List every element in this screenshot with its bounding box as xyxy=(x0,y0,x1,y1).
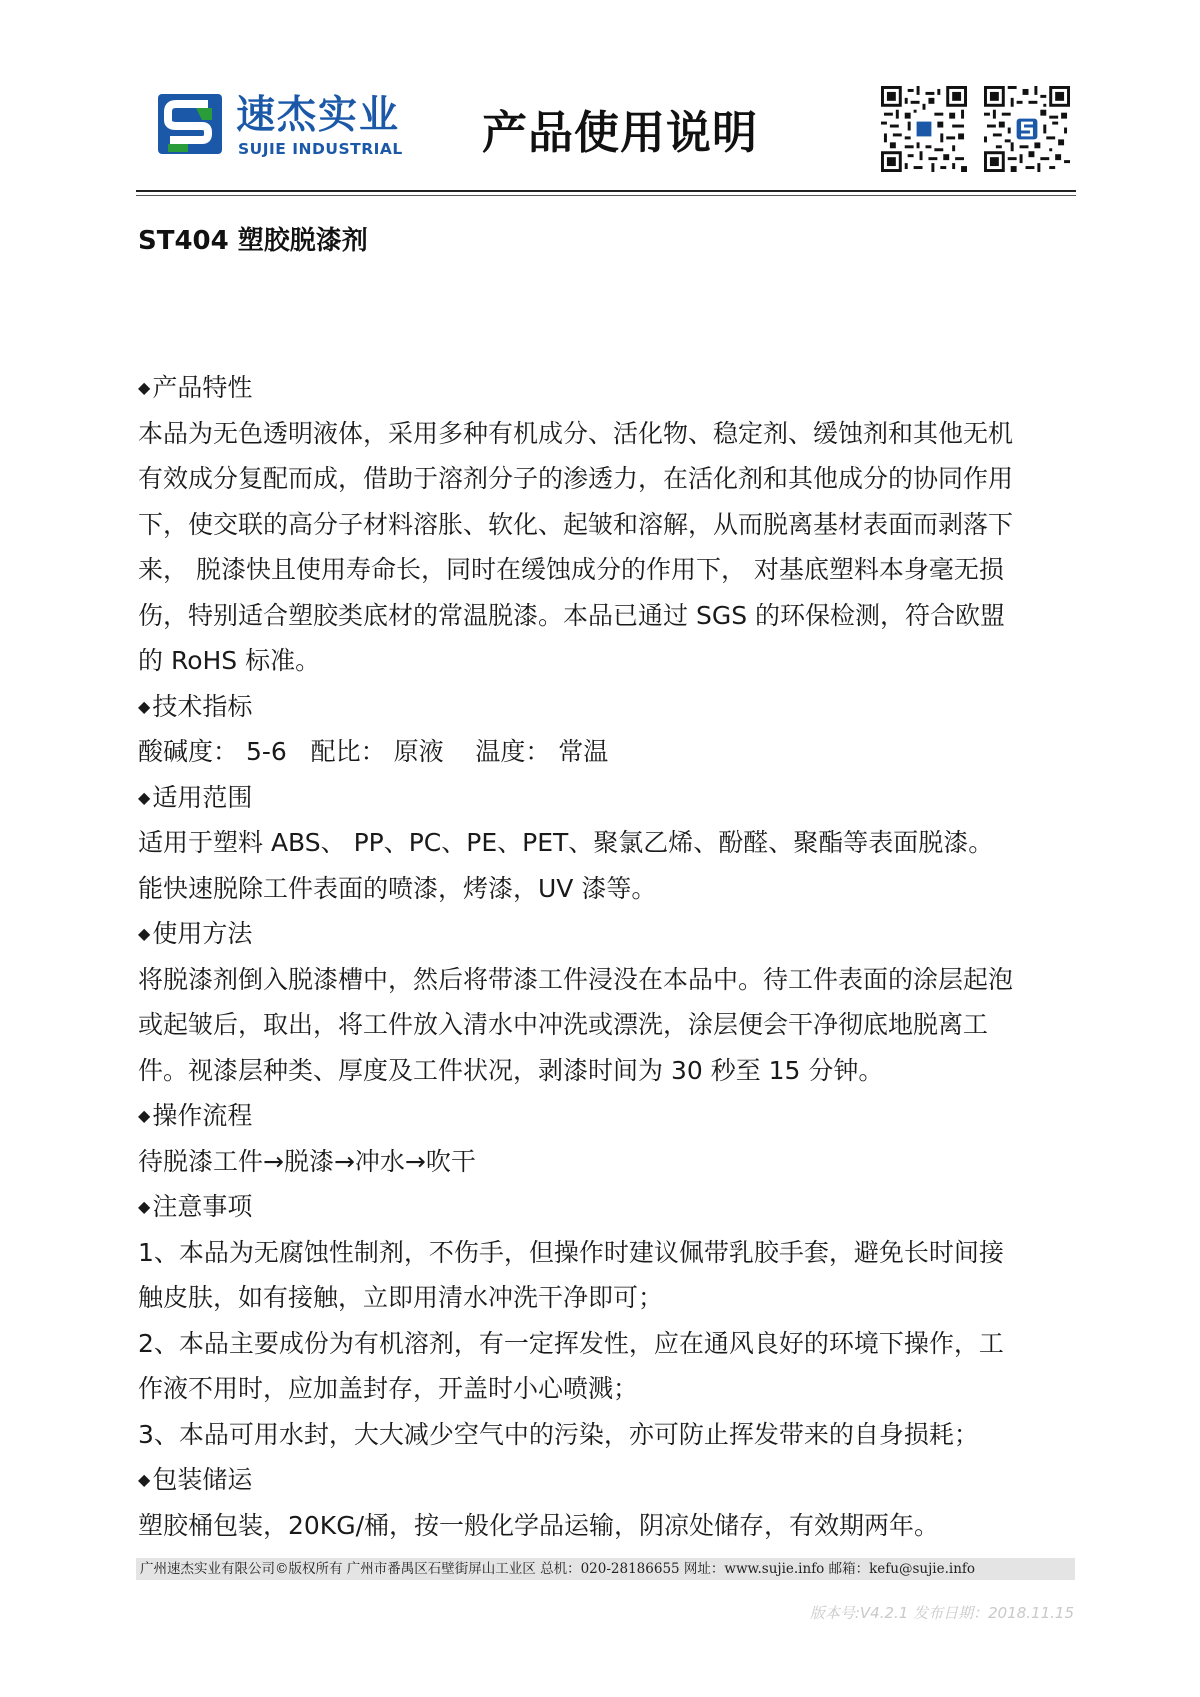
text-line: 有效成分复配而成，借助于溶剂分子的渗透力，在活化剂和其他成分的协同作用 xyxy=(138,464,1014,493)
diamond-bullet-icon: ◆ xyxy=(138,924,151,943)
section-heading-scope: ◆适用范围 xyxy=(138,782,253,812)
diamond-bullet-icon: ◆ xyxy=(138,696,151,716)
section-heading-specs: ◆技术指标 xyxy=(138,691,253,721)
section-heading-notes: ◆注意事项 xyxy=(138,1192,253,1221)
text-line: 的 RoHS 标准。 xyxy=(138,646,321,675)
text-line: 作液不用时，应加盖封存，开盖时小心喷溅； xyxy=(138,1374,639,1403)
section-heading-process: ◆操作流程 xyxy=(138,1101,253,1130)
qr-code-icon xyxy=(881,86,967,172)
footer-company-info: 广州速杰实业有限公司©版权所有 广州市番禺区石壁街屏山工业区 总机：020-28186655 网址：www.sujie.info 邮箱：kefu@sujie.info xyxy=(136,1558,1075,1580)
text-line: 将脱漆剂倒入脱漆槽中，然后将带漆工件浸没在本品中。待工件表面的涂层起泡 xyxy=(138,964,1014,994)
text-line: 待脱漆工件→脱漆→冲水→吹干 xyxy=(138,1146,476,1176)
footer-version: 版本号:V4.2.1 发布日期：2018.11.15 xyxy=(809,1604,1074,1622)
text-line: 触皮肤，如有接触，立即用清水冲洗干净即可； xyxy=(138,1283,664,1312)
text-line: 1、本品为无腐蚀性制剂，不伤手，但操作时建议佩带乳胶手套，避免长时间接 xyxy=(138,1237,1004,1267)
text-line: 3、本品可用水封，大大减少空气中的污染，亦可防止挥发带来的自身损耗； xyxy=(138,1419,979,1449)
diamond-bullet-icon: ◆ xyxy=(138,1106,151,1125)
text-line: 下，使交联的高分子材料溶胀、软化、起皱和溶解，从而脱离基材表面而剥落下 xyxy=(138,509,1014,539)
diamond-bullet-icon: ◆ xyxy=(138,1470,151,1489)
text-line: 能快速脱除工件表面的喷漆，烤漆，UV 漆等。 xyxy=(138,873,657,903)
product-name: ST404 塑胶脱漆剂 xyxy=(138,226,368,256)
header-divider-thick xyxy=(136,190,1076,192)
diamond-bullet-icon: ◆ xyxy=(138,1197,151,1216)
text-line: 件。视漆层种类、厚度及工件状况，剥漆时间为 30 秒至 15 分钟。 xyxy=(138,1055,884,1085)
text-line: 本品为无色透明液体，采用多种有机成分、活化物、稳定剂、缓蚀剂和其他无机 xyxy=(138,418,1014,448)
company-logo xyxy=(158,94,408,170)
text-line: 酸碱度： 5-6 配比： 原液 温度： 常温 xyxy=(138,737,609,766)
text-line: 伤，特别适合塑胶类底材的常温脱漆。本品已通过 SGS 的环保检测，符合欧盟 xyxy=(138,600,1006,630)
diamond-bullet-icon: ◆ xyxy=(138,787,151,807)
document-header xyxy=(136,78,1076,188)
text-line: 来， 脱漆快且使用寿命长，同时在缓蚀成分的作用下， 对基底塑料本身毫无损 xyxy=(138,555,1004,584)
document-body xyxy=(138,365,1073,1548)
section-heading-usage: ◆使用方法 xyxy=(138,919,253,948)
section-heading-packaging: ◆包装储运 xyxy=(138,1465,253,1494)
text-line: 适用于塑料 ABS、 PP、PC、PE、PET、聚氯乙烯、酚醛、聚酯等表面脱漆。 xyxy=(138,828,994,857)
header-divider-thin xyxy=(136,195,1076,196)
document-title: 产品使用说明 xyxy=(482,106,759,159)
qr-code-icon xyxy=(984,86,1070,172)
sujie-logo-icon xyxy=(158,94,222,154)
text-line: 或起皱后，取出，将工件放入清水中冲洗或漂洗，涂层便会干净彻底地脱离工 xyxy=(138,1010,989,1039)
logo-chinese-name: 速杰实业 xyxy=(236,93,401,138)
diamond-bullet-icon: ◆ xyxy=(138,378,151,397)
text-line: 塑胶桶包装，20KG/桶，按一般化学品运输，阴凉处储存，有效期两年。 xyxy=(138,1510,940,1540)
section-heading-features: ◆产品特性 xyxy=(138,373,253,402)
logo-english-name: SUJIE INDUSTRIAL xyxy=(238,140,403,158)
text-line: 2、本品主要成份为有机溶剂，有一定挥发性，应在通风良好的环境下操作，工 xyxy=(138,1328,1004,1358)
